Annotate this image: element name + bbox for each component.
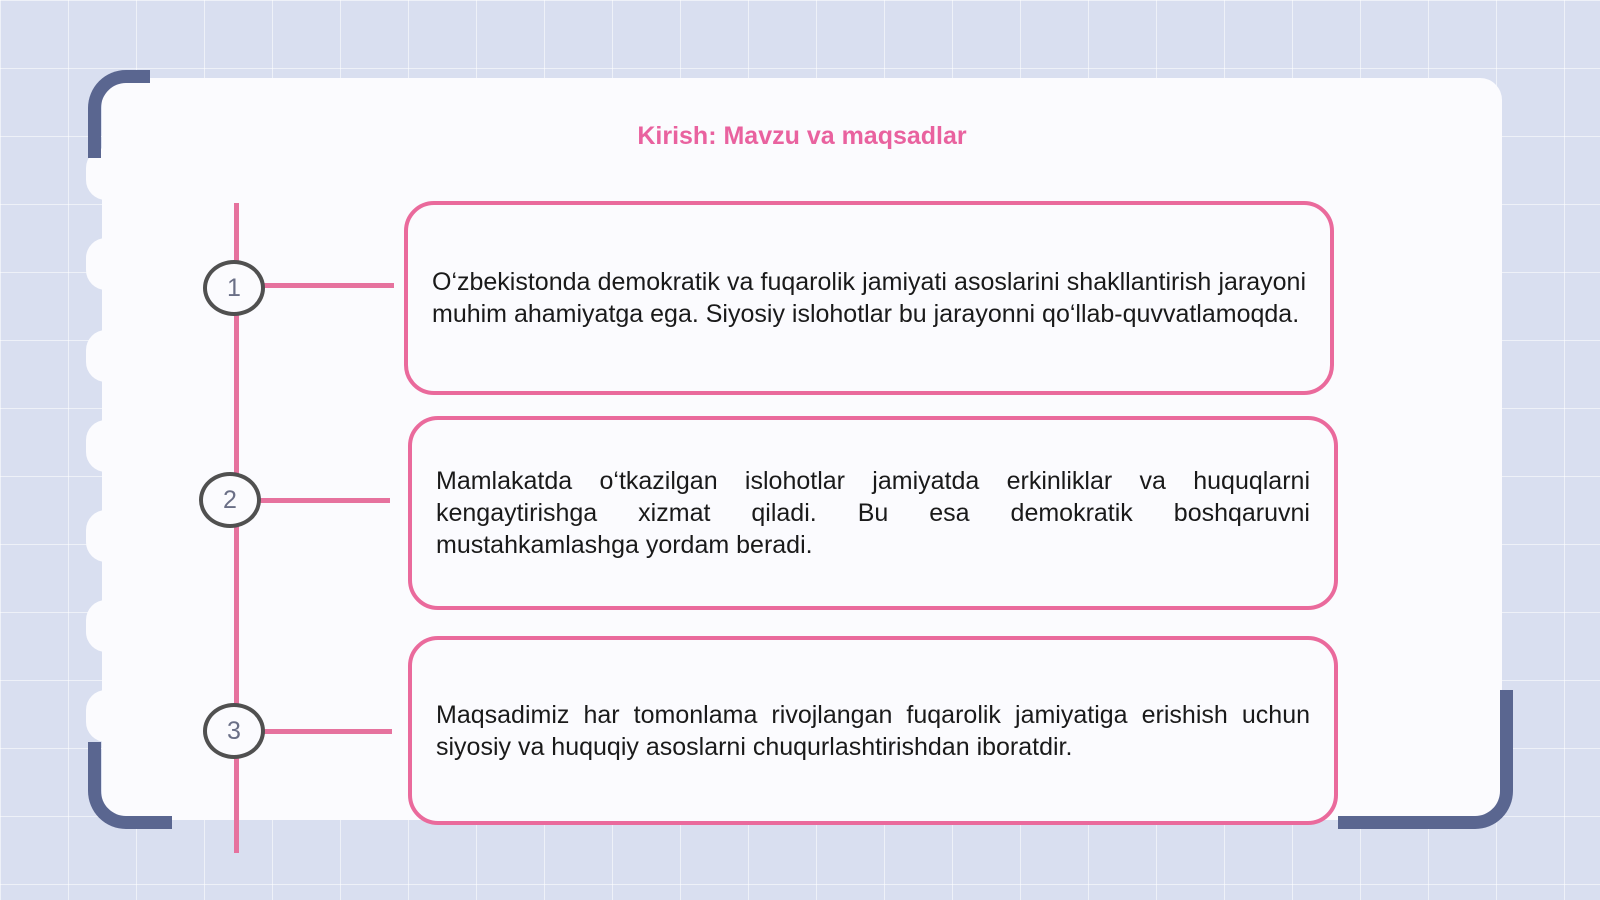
- corner-bracket-bottom-right: [1338, 690, 1513, 829]
- paper-notch: [86, 238, 126, 290]
- timeline-connector: [264, 283, 394, 288]
- timeline-card-3: [408, 636, 1338, 825]
- paper-notch: [86, 510, 126, 562]
- paper-notch: [86, 600, 126, 652]
- timeline-card-text: Maqsadimiz har tomonlama rivojlangan fuqarolik jamiyatiga erishish uchun siyosiy va huquqiy asoslarni chuqurlashtirishdan iboratdir.: [436, 700, 1310, 761]
- timeline-marker-1: 1: [203, 260, 265, 316]
- timeline-connector: [260, 498, 390, 503]
- timeline-card-text: Mamlakatda o‘tkazilgan islohotlar jamiyatda erkinliklar va huquqlarni kengaytirishga xizmat qiladi. Bu esa demokratik boshqaruvni mustahkamlashga yordam beradi.: [436, 467, 1310, 559]
- timeline-card-2: [408, 416, 1338, 610]
- timeline-connector: [264, 729, 392, 734]
- paper-notch: [86, 690, 126, 742]
- corner-bracket-bottom-left: [88, 742, 172, 829]
- timeline-marker-3: 3: [203, 703, 265, 759]
- paper-notch: [86, 420, 126, 472]
- timeline-marker-2: 2: [199, 472, 261, 528]
- timeline-card-1: [404, 201, 1334, 395]
- slide-title: Kirish: Mavzu va maqsadlar: [637, 122, 967, 150]
- timeline-card-text: O‘zbekistonda demokratik va fuqarolik jamiyati asoslarini shakllantirish jarayoni muhim ahamiyatga ega. Siyosiy islohotlar bu jarayonni qo‘llab-quvvatlamoqda.: [432, 268, 1306, 328]
- paper-notch: [86, 330, 126, 382]
